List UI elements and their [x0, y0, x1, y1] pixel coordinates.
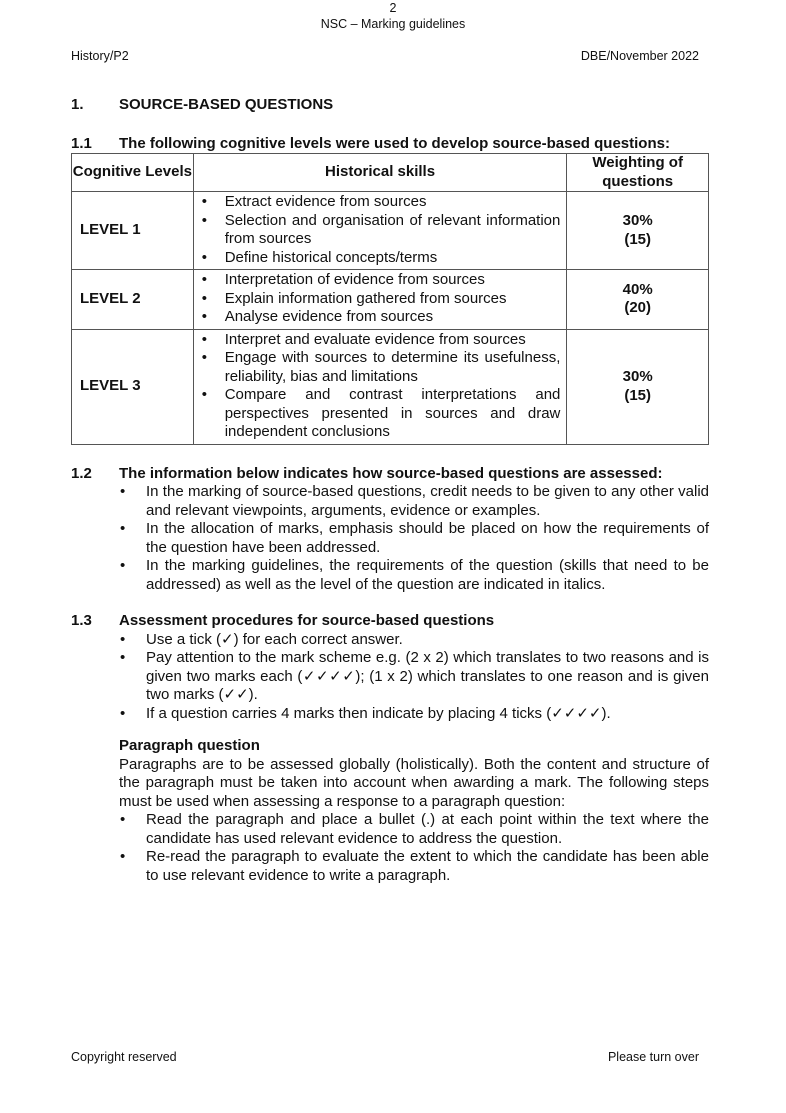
list-item: • In the allocation of marks, emphasis should be placed on how the requirements of the question have been addressed.	[118, 520, 709, 557]
assessment-info-list	[71, 483, 709, 594]
list-item: • Analyse evidence from sources	[194, 308, 561, 327]
list-item: • Use a tick (✓) for each correct answer.	[118, 631, 709, 650]
list-item: • Explain information gathered from sources	[194, 290, 561, 309]
header-subtitle: NSC – Marking guidelines	[320, 17, 466, 31]
table-row	[72, 329, 709, 444]
section-1-heading	[71, 96, 709, 115]
list-item: • Compare and contrast interpretations and perspectives presented in sources and draw independent conclusions	[194, 386, 561, 442]
weighting-cell	[567, 192, 709, 270]
section-1-2-heading	[71, 465, 709, 484]
footer-copyright: Copyright reserved	[71, 1050, 177, 1064]
list-item: • Define historical concepts/terms	[194, 249, 561, 268]
page-content	[71, 96, 709, 885]
section-title: Assessment procedures for source-based questions	[119, 612, 495, 629]
table-header-cell: Weighting of questions	[567, 154, 709, 192]
list-item: • Interpretation of evidence from sources	[194, 271, 561, 290]
level-cell: LEVEL 1	[72, 192, 194, 270]
list-item: • Read the paragraph and place a bullet (.) at each point within the text where the candidate has used relevant evidence to address the question.	[118, 811, 709, 848]
footer-turn-over: Please turn over	[607, 1050, 699, 1064]
list-item: • Re-read the paragraph to evaluate the extent to which the candidate has been able to use relevant evidence to write a paragraph.	[118, 848, 709, 885]
weighting-marks: (15)	[624, 386, 652, 404]
paragraph-question-text: Paragraphs are to be assessed globally (holistically). Both the content and structure of the paragraph must be taken into account when awarding a mark. The following steps must be used when assessing a response to a paragraph question:	[119, 755, 709, 810]
list-item: • Engage with sources to determine its usefulness, reliability, bias and limitations	[194, 349, 561, 386]
section-number: 1.1	[71, 134, 92, 152]
paragraph-question-heading: Paragraph question	[119, 737, 260, 754]
weighting-percent: 30%	[622, 212, 653, 229]
weighting-percent: 40%	[622, 280, 653, 298]
table-row	[72, 270, 709, 330]
section-number: 1.	[71, 96, 84, 113]
list-item: • Interpret and evaluate evidence from sources	[194, 331, 561, 350]
skills-list	[194, 270, 567, 329]
weighting-percent: 30%	[622, 368, 653, 385]
weighting-marks: (15)	[624, 230, 652, 248]
header-center	[0, 0, 786, 32]
weighting-cell	[567, 270, 709, 330]
section-title: The information below indicates how source-based questions are assessed:	[119, 464, 663, 482]
skills-cell	[193, 192, 567, 270]
table-header-cell: Historical skills	[193, 154, 567, 192]
skills-list	[194, 330, 567, 444]
list-item: • In the marking of source-based questions, credit needs to be given to any other valid and relevant viewpoints, arguments, evidence or examples.	[118, 483, 709, 520]
level-cell: LEVEL 3	[72, 329, 194, 444]
paragraph-steps-list	[71, 811, 709, 885]
table-header-row	[72, 154, 709, 192]
list-item: • In the marking guidelines, the requirements of the question (skills that need to be addressed) as well as the level of the question are indicated in italics.	[118, 557, 709, 594]
section-title: The following cognitive levels were used to develop source-based questions:	[119, 134, 670, 152]
cognitive-levels-table	[71, 153, 709, 445]
weighting-cell	[567, 329, 709, 444]
skills-cell	[193, 329, 567, 444]
section-1-1-heading	[71, 135, 709, 154]
section-number: 1.3	[71, 612, 92, 629]
table-row	[72, 192, 709, 270]
list-item: • If a question carries 4 marks then indicate by placing 4 ticks (✓✓✓✓).	[118, 705, 709, 724]
section-1-3-heading	[71, 612, 709, 631]
section-title: SOURCE-BASED QUESTIONS	[119, 96, 334, 113]
table-header-cell: Cognitive Levels	[72, 154, 194, 192]
header-exam: DBE/November 2022	[580, 49, 699, 63]
list-item: • Pay attention to the mark scheme e.g. (2 x 2) which translates to two reasons and is given two marks each (✓✓✓✓); (1 x 2) which translates to one reason and is given two marks (✓✓).	[118, 649, 709, 705]
skills-cell	[193, 270, 567, 330]
list-item: • Selection and organisation of relevant information from sources	[194, 212, 561, 249]
weighting-marks: (20)	[624, 299, 652, 317]
list-item: • Extract evidence from sources	[194, 193, 561, 212]
assessment-procedures-list	[71, 631, 709, 724]
header-subject: History/P2	[71, 49, 129, 63]
section-number: 1.2	[71, 464, 92, 482]
page-number: 2	[389, 1, 397, 15]
level-cell: LEVEL 2	[72, 270, 194, 330]
skills-list	[194, 192, 567, 269]
